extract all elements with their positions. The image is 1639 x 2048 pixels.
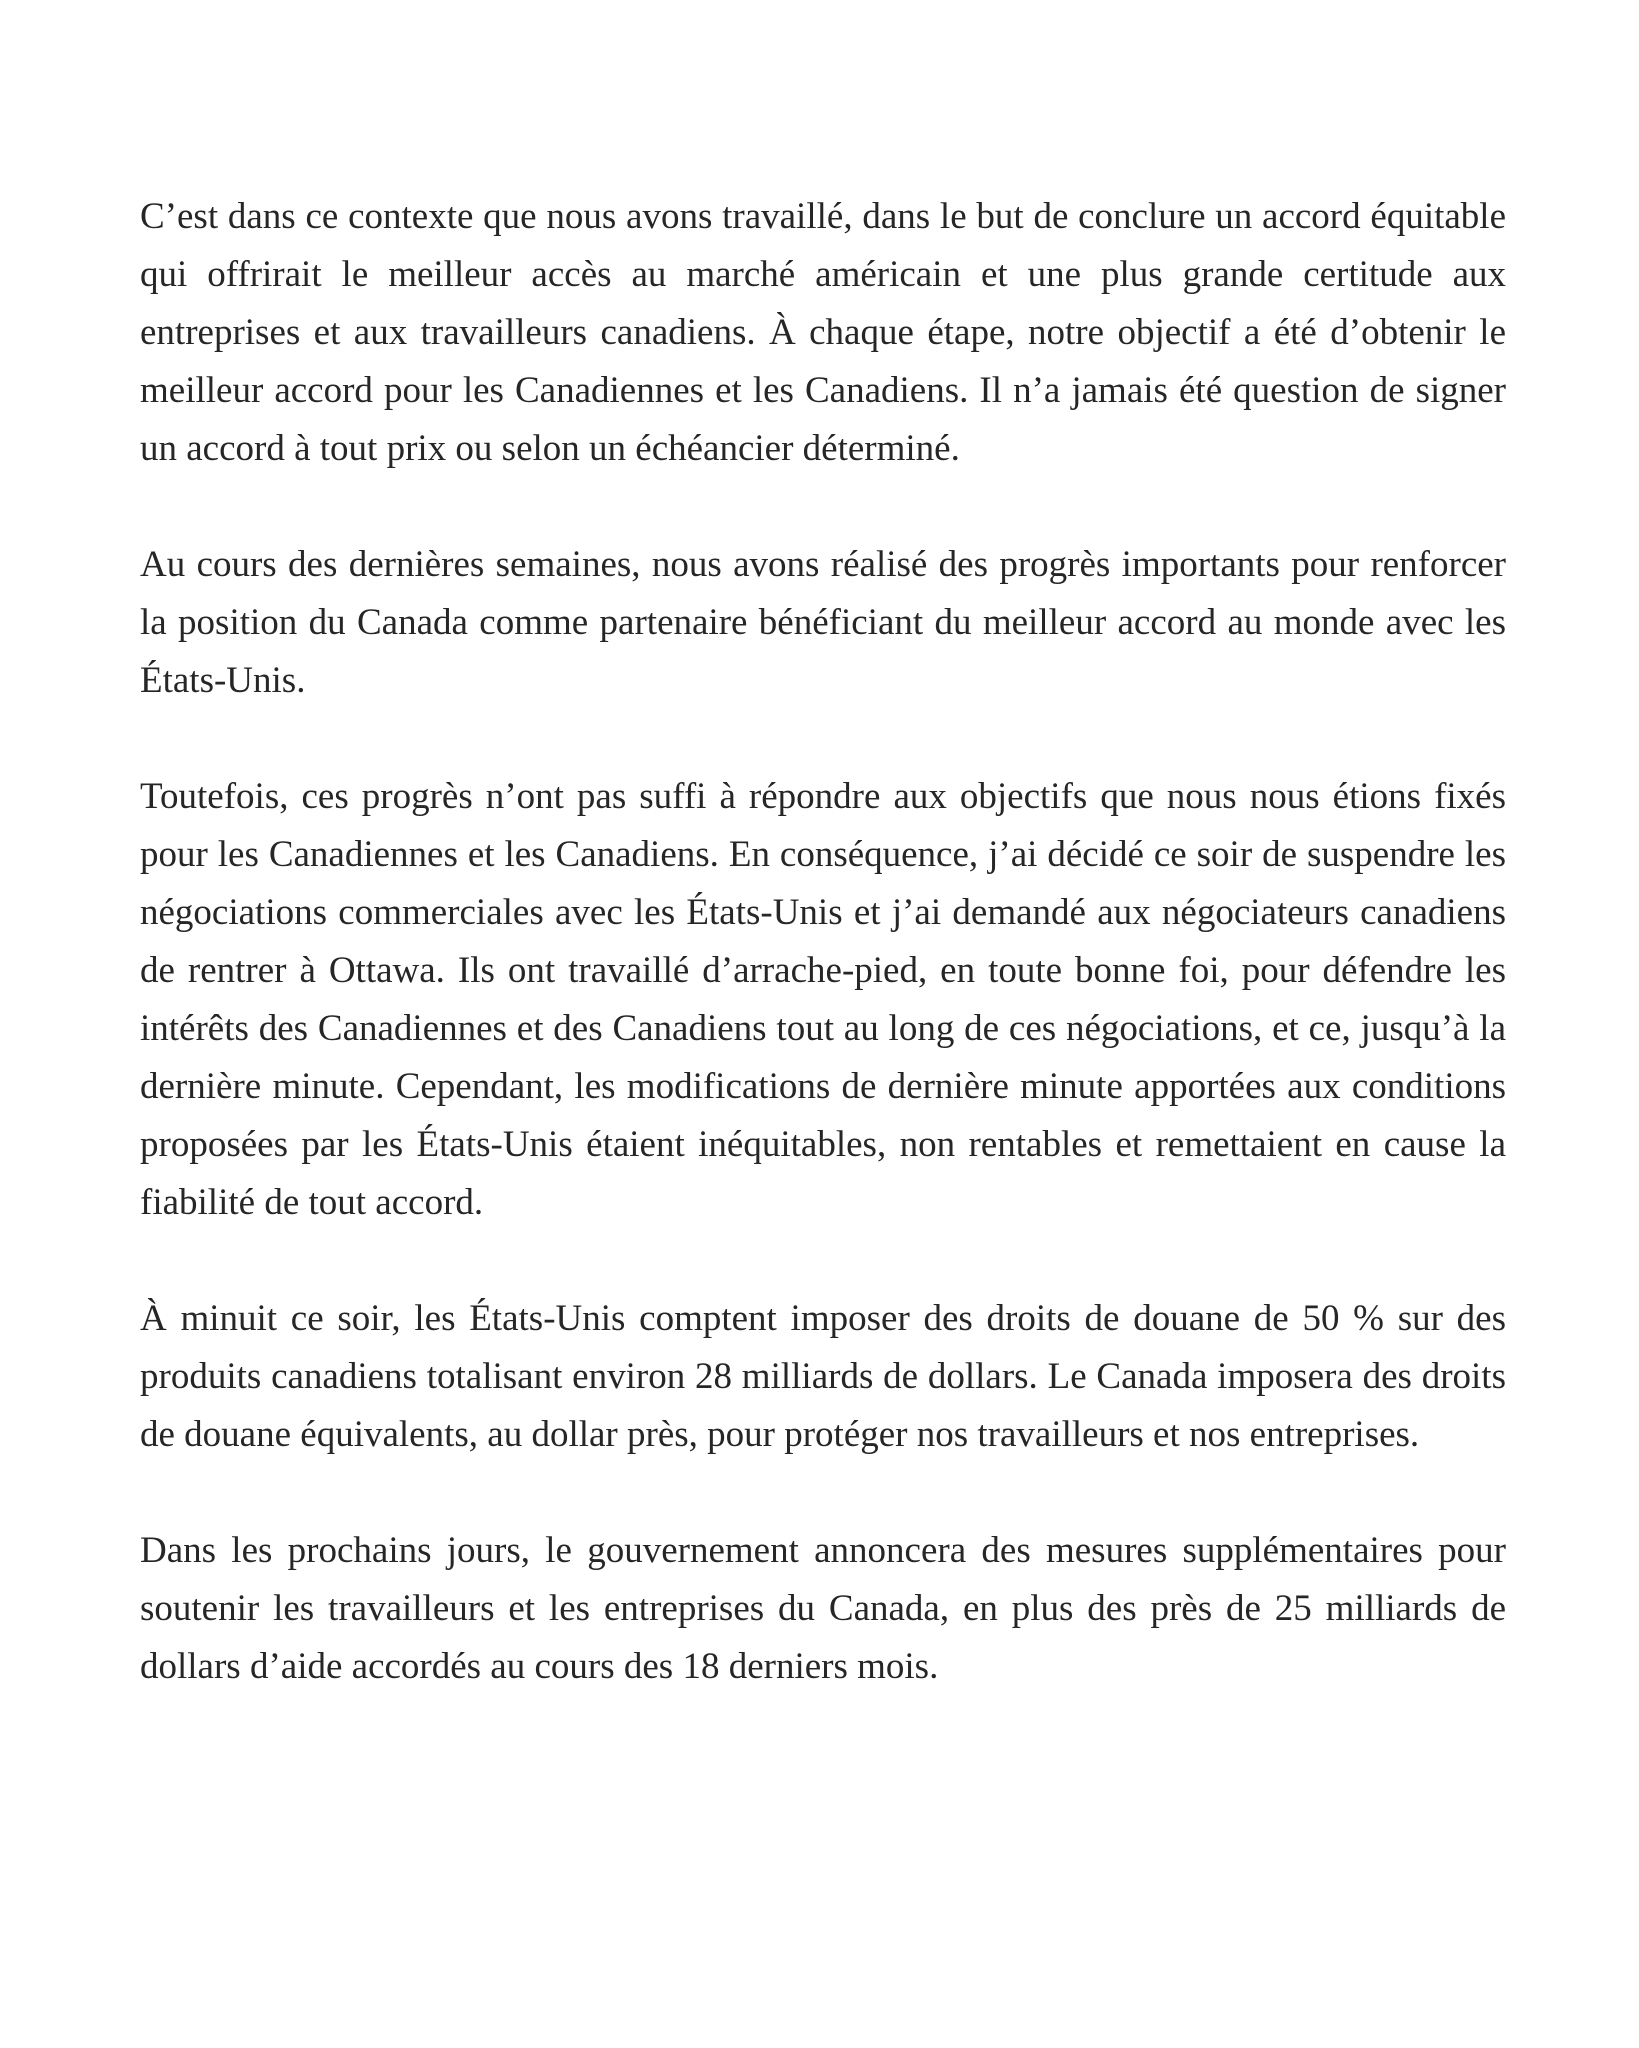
paragraph-tariffs: À minuit ce soir, les États-Unis comptent imposer des droits de douane de 50 % sur des produits canadiens totalisant environ 28 milliards de dollars. Le Canada imposera des droits de douane équivalents, au dollar près, pour protéger nos travailleurs et nos entreprises.	[140, 1298, 1506, 1455]
paragraph-context: C’est dans ce contexte que nous avons travaillé, dans le but de conclure un accord équitable qui offrirait le meilleur accès au marché américain et une plus grande certitude aux entreprises et aux travailleurs canadiens. À chaque étape, notre objectif a été d’obtenir le meilleur accord pour les Canadiennes et les Canadiens. Il n’a jamais été question de signer un accord à tout prix ou selon un échéancier déterminé.	[140, 196, 1506, 469]
paragraph-support-measures: Dans les prochains jours, le gouvernement annoncera des mesures supplémentaires pour soutenir les travailleurs et les entreprises du Canada, en plus des près de 25 milliards de dollars d’aide accordés au cours des 18 derniers mois.	[140, 1530, 1506, 1687]
paragraph-progress: Au cours des dernières semaines, nous avons réalisé des progrès importants pour renforcer la position du Canada comme partenaire bénéficiant du meilleur accord au monde avec les États-Unis.	[140, 544, 1506, 701]
document-body	[140, 188, 1506, 1696]
paragraph-suspension: Toutefois, ces progrès n’ont pas suffi à répondre aux objectifs que nous nous étions fixés pour les Canadiennes et les Canadiens. En conséquence, j’ai décidé ce soir de suspendre les négociations commerciales avec les États-Unis et j’ai demandé aux négociateurs canadiens de rentrer à Ottawa. Ils ont travaillé d’arrache-pied, en toute bonne foi, pour défendre les intérêts des Canadiennes et des Canadiens tout au long de ces négociations, et ce, jusqu’à la dernière minute. Cependant, les modifications de dernière minute apportées aux conditions proposées par les États-Unis étaient inéquitables, non rentables et remettaient en cause la fiabilité de tout accord.	[140, 776, 1506, 1223]
